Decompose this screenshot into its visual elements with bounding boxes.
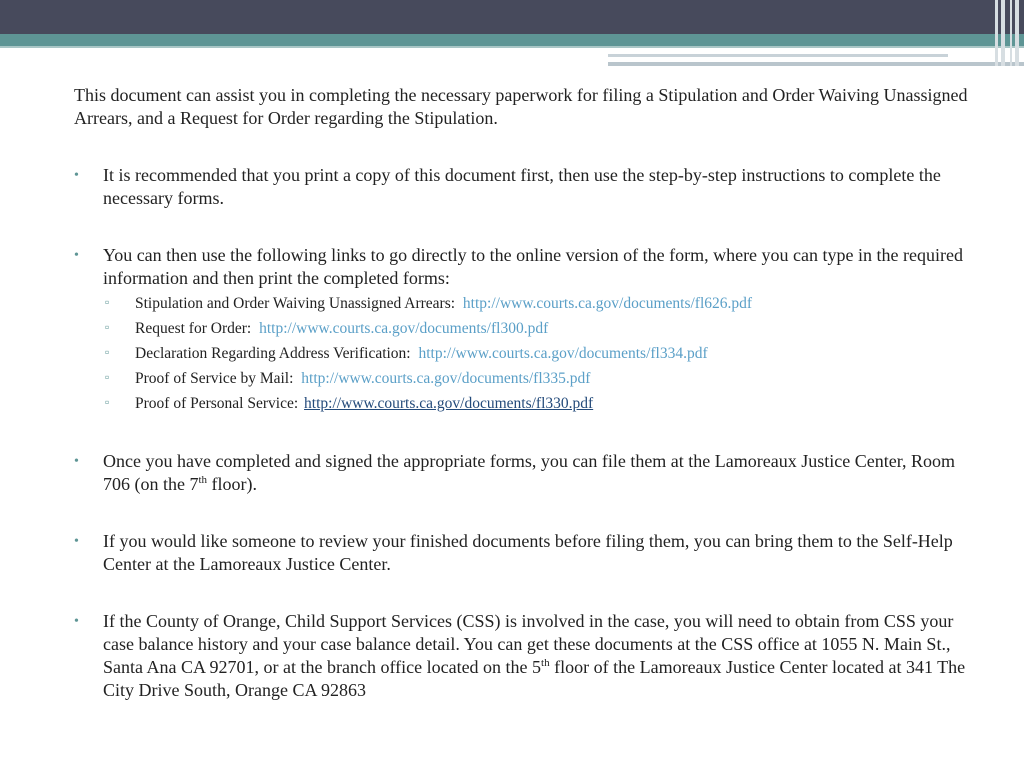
bullet-icon: • [74,168,79,183]
form-link-item [103,391,974,416]
header-accent-band [0,34,1024,46]
square-bullet-icon: ▫ [105,395,110,409]
form-link-fl330[interactable]: http://www.courts.ca.gov/documents/fl330.pdf [304,395,594,412]
bullet-icon: • [74,248,79,263]
square-bullet-icon: ▫ [105,370,110,384]
form-link-fl300[interactable]: http://www.courts.ca.gov/documents/fl300.pdf [259,320,549,337]
header-accent-line [0,46,1024,48]
bullet-icon: • [74,454,79,469]
bullet-list [74,164,974,702]
form-link-label: Stipulation and Order Waiving Unassigned Arrears: [135,295,456,312]
form-link-fl335[interactable]: http://www.courts.ca.gov/documents/fl335.pdf [301,370,591,387]
header-bar [0,0,1024,34]
form-link-label: Proof of Personal Service: [135,395,299,412]
form-link-item [103,316,974,341]
bullet-text: You can then use the following links to go directly to the online version of the form, where you can type in the required information and then print the completed forms: [103,245,963,288]
intro-paragraph: This document can assist you in completing the necessary paperwork for filing a Stipulation and Order Waiving Unassigned Arrears, and a Request for Order regarding the Stipulation. [74,85,968,128]
form-link-label: Request for Order: [135,320,252,337]
bullet-item [74,244,974,416]
decorative-line-bottom [608,62,1024,66]
decorative-vertical-stripes [994,0,1024,66]
form-link-fl334[interactable]: http://www.courts.ca.gov/documents/fl334.pdf [418,345,708,362]
form-link-fl626[interactable]: http://www.courts.ca.gov/documents/fl626.pdf [462,295,753,312]
form-link-label: Declaration Regarding Address Verification: [135,345,411,362]
square-bullet-icon: ▫ [105,345,110,359]
bullet-item [74,530,974,576]
decorative-line-top [608,54,948,57]
bullet-text: If you would like someone to review your finished documents before filing them, you can bring them to the Self-Help Center at the Lamoreaux Justice Center. [103,531,953,574]
bullet-item [74,610,974,702]
bullet-text: If the County of Orange, Child Support Services (CSS) is involved in the case, you will need to obtain from CSS your case balance history and your case balance detail. You can get these documents at the CSS office at 1055 N. Main St., Santa Ana CA 92701, or at the branch office located on the 5th floor of the Lamoreaux Justice Center located at 341 The City Drive South, Orange CA 92863 [103,611,966,700]
document-body [74,84,974,736]
square-bullet-icon: ▫ [105,320,110,334]
bullet-icon: • [74,534,79,549]
form-link-item [103,366,974,391]
form-link-label: Proof of Service by Mail: [135,370,294,387]
square-bullet-icon: ▫ [105,295,110,309]
form-link-item [103,341,974,366]
bullet-icon: • [74,614,79,629]
bullet-item [74,164,974,210]
bullet-text: Once you have completed and signed the appropriate forms, you can file them at the Lamoreaux Justice Center, Room 706 (on the 7th floor). [103,451,956,494]
form-links-list [103,291,974,416]
form-link-item [103,291,974,316]
bullet-item [74,450,974,496]
bullet-text: It is recommended that you print a copy of this document first, then use the step-by-step instructions to complete the necessary forms. [103,165,941,208]
